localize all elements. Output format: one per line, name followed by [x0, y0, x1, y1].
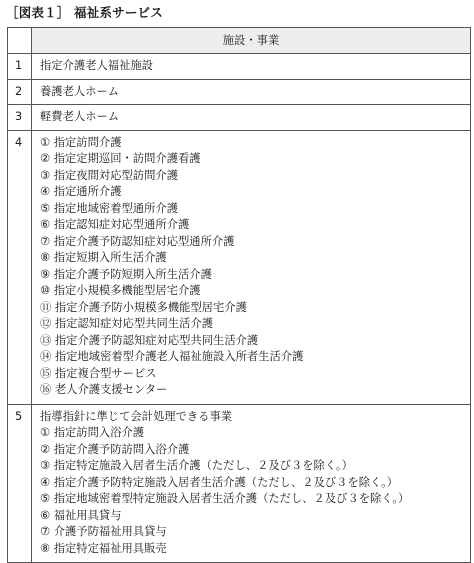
table-row: [8, 79, 471, 105]
header-corner-cell: [8, 28, 32, 54]
list-item: ⑤ 指定地域密着型特定施設入居者生活介護（ただし、２及び３を除く。）: [40, 492, 410, 505]
list-item: ④ 指定通所介護: [40, 185, 122, 198]
list-item: ② 指定定期巡回・訪問介護看護: [40, 152, 201, 165]
row-number-cell: [8, 105, 32, 131]
list-item: 指導指針に準じて会計処理できる事業: [40, 409, 233, 423]
table-row: [8, 404, 471, 563]
list-item: ③ 指定夜間対応型訪問介護: [40, 168, 178, 182]
facility-business-cell: [32, 79, 471, 105]
list-item: 養護老人ホーム: [40, 84, 120, 98]
services-table: [7, 27, 471, 563]
figure-title: ［図表１］ 福祉系サービス: [6, 5, 163, 20]
list-item: ⑪ 指定介護予防小規模多機能型居宅介護: [40, 300, 247, 314]
facility-business-cell: [32, 105, 471, 131]
row-number: 5: [15, 409, 23, 423]
row-number-cell: [8, 404, 32, 563]
list-item: ④ 指定介護予防特定施設入居者生活介護（ただし、２及び３を除く。）: [40, 475, 399, 489]
list-item: ⑥ 指定認知症対応型通所介護: [40, 218, 190, 231]
row-number-cell: [8, 130, 32, 404]
list-item: ⑬ 指定介護予防認知症対応型共同生活介護: [40, 333, 259, 347]
row-number-cell: [8, 54, 32, 80]
list-item: ⑮ 指定複合型サービス: [40, 366, 157, 380]
list-item: 軽費老人ホーム: [40, 110, 120, 123]
header-facility-business: 施設・事業: [32, 28, 471, 54]
list-item: ⑦ 介護予防福祉用具貸与: [40, 525, 167, 538]
facility-business-cell: [32, 54, 471, 80]
table-header-row: [8, 28, 471, 54]
row-number: 4: [15, 135, 23, 149]
list-item: ⑧ 指定短期入所生活介護: [40, 251, 167, 264]
table-body: [8, 54, 471, 563]
table-row: [8, 105, 471, 131]
list-item: ⑩ 指定小規模多機能型居宅介護: [40, 284, 201, 297]
facility-business-cell: [32, 404, 471, 563]
list-item: ③ 指定特定施設入居者生活介護（ただし、２及び３を除く。）: [40, 459, 353, 472]
facility-business-cell: [32, 130, 471, 404]
table-row: [8, 54, 471, 80]
list-item: ⑦ 指定介護予防認知症対応型通所介護: [40, 234, 235, 248]
row-number: 2: [15, 84, 23, 98]
table-row: [8, 130, 471, 404]
row-number: 3: [15, 110, 23, 123]
list-item: ⑧ 指定特定福祉用具販売: [40, 541, 167, 555]
list-item: ① 指定訪問介護: [40, 135, 122, 149]
list-item: ② 指定介護予防訪問入浴介護: [40, 442, 190, 456]
list-item: ⑤ 指定地域密着型通所介護: [40, 201, 178, 215]
list-item: ⑨ 指定介護予防短期入所生活介護: [40, 267, 212, 281]
list-item: ⑫ 指定認知症対応型共同生活介護: [40, 317, 214, 330]
list-item: ⑭ 指定地域密着型介護老人福祉施設入所者生活介護: [40, 350, 304, 363]
list-item: ⑥ 福祉用具貸与: [40, 508, 122, 522]
list-item: ① 指定訪問入浴介護: [40, 426, 145, 439]
list-item: ⑯ 老人介護支援センター: [40, 383, 168, 396]
list-item: 指定介護老人福祉施設: [40, 59, 153, 72]
row-number: 1: [15, 59, 23, 72]
row-number-cell: [8, 79, 32, 105]
